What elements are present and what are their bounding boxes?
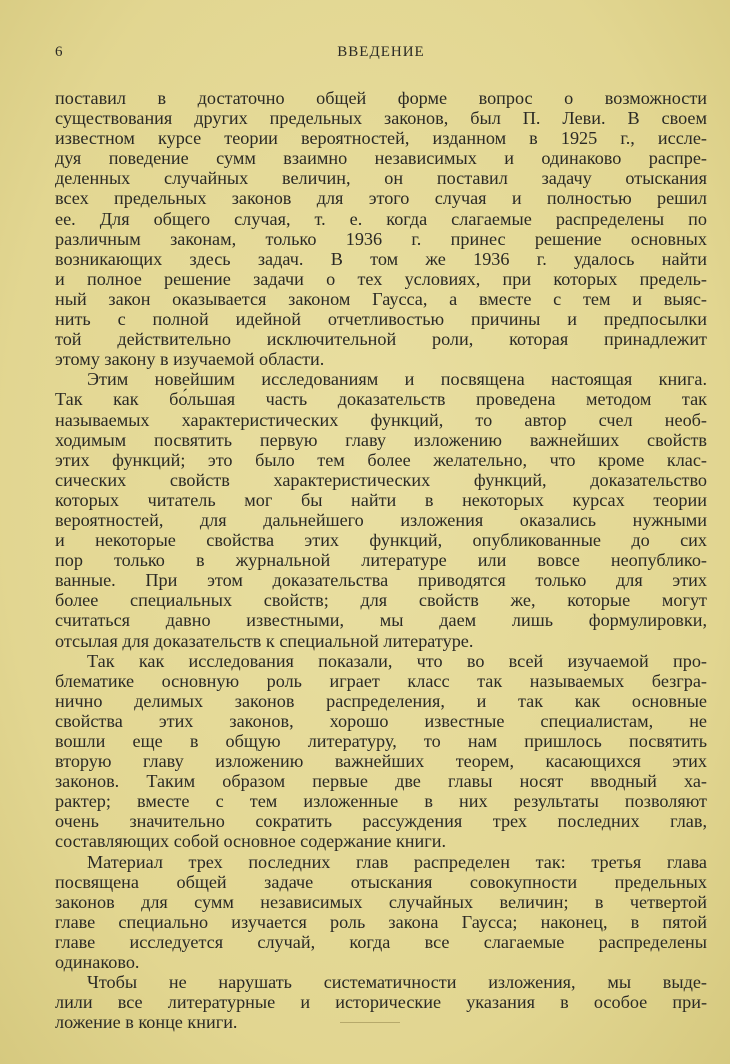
text-line: ее. Для общего случая, т. е. когда слагаемые распределены по — [55, 208, 707, 229]
text-line: Чтобы не нарушать систематичности изложения, мы выде- — [87, 972, 707, 993]
text-line: главе исследуется случай, когда все слагаемые распределены — [55, 931, 707, 952]
text-line: законов. Таким образом первые две главы носят вводный ха- — [55, 771, 707, 792]
text-line: Так как бо́льшая часть доказательств проведена методом так — [55, 389, 707, 410]
text-line: ложение в конце книги. — [55, 1012, 238, 1033]
text-line: нить с полной идейной отчетливостью причины и предпосылки — [55, 309, 707, 330]
text-line: возникающих здесь задач. В том же 1936 г. удалось найти — [55, 248, 707, 269]
text-line: свойства этих законов, хорошо известные специалистам, не — [55, 710, 707, 731]
text-line: Так как исследования показали, что во всей изучаемой про- — [87, 650, 707, 671]
text-line: называемых характеристических функций, то автор счел необ- — [55, 409, 707, 430]
page-body-text — [55, 88, 707, 1032]
text-line: существования других предельных законов, был П. Леви. В своем — [55, 108, 707, 129]
paragraph — [55, 369, 707, 650]
text-line: считаться давно известными, мы даем лишь формулировки, — [55, 610, 707, 631]
running-header — [55, 44, 707, 66]
text-line: вошли еще в общую литературу, то нам пришлось посвятить — [55, 731, 707, 751]
text-line: известном курсе теории вероятностей, изданном в 1925 г., иссле- — [55, 128, 707, 149]
end-rule — [340, 1022, 400, 1023]
text-line: дуя поведение сумм взаимно независимых и одинаково распре- — [55, 148, 707, 169]
running-title: ВВЕДЕНИЕ — [337, 44, 425, 60]
text-line: одинаково. — [55, 952, 140, 973]
text-line: и некоторые свойства этих функций, опубликованные до сих — [55, 530, 707, 551]
text-line: этих функций; это было тем более желательно, что кроме клас- — [55, 449, 707, 470]
text-line: нично делимых законов распределения, и так как основные — [55, 690, 707, 711]
text-line: всех предельных законов для этого случая и полностью решил — [55, 188, 707, 209]
text-line: поставил в достаточно общей форме вопрос о возможности — [55, 88, 707, 108]
text-line: Материал трех последних глав распределен так: третья глава — [87, 851, 707, 872]
text-line: главе специально изучается роль закона Гаусса; наконец, в пятой — [55, 911, 707, 932]
text-line: и полное решение задачи о тех условиях, при которых предель- — [55, 268, 707, 289]
text-line: законов для сумм независимых случайных величин; в четвертой — [55, 891, 707, 912]
text-line: ходимым посвятить первую главу изложению важнейших свойств — [55, 429, 707, 450]
text-line: отсылая для доказательств к специальной литературе. — [55, 630, 474, 651]
text-line: составляющих собой основное содержание книги. — [55, 831, 447, 852]
text-line: пор только в журнальной литературе или вовсе неопублико- — [55, 550, 707, 571]
paragraph — [55, 651, 707, 852]
text-line: вероятностей, для дальнейшего изложения оказались нужными — [55, 509, 707, 530]
text-line: деленных случайных величин, он поставил задачу отыскания — [55, 168, 707, 189]
text-line: сических свойств характеристических функций, доказательство — [55, 469, 707, 490]
text-line: более специальных свойств; для свойств же, которые могут — [55, 590, 707, 611]
paragraph — [55, 88, 707, 369]
text-line: которых читатель мог бы найти в некоторых курсах теории — [55, 489, 707, 510]
text-line: очень значительно сократить рассуждения трех последних глав, — [55, 811, 707, 832]
text-line: лили все литературные и исторические указания в особое при- — [55, 992, 707, 1013]
paragraph — [55, 852, 707, 973]
page-number: 6 — [55, 44, 64, 60]
text-line: ванные. При этом доказательства приводятся только для этих — [55, 570, 707, 591]
paragraph — [55, 972, 707, 1032]
text-line: вторую главу изложению важнейших теорем, касающихся этих — [55, 751, 707, 772]
text-line: той действительно исключительной роли, которая принадлежит — [55, 329, 707, 350]
text-line: этому закону в изучаемой области. — [55, 349, 325, 370]
text-line: блематике основную роль играет класс так называемых безгра- — [55, 670, 707, 691]
text-line: различным законам, только 1936 г. принес решение основных — [55, 228, 707, 249]
text-line: посвящена общей задаче отыскания совокупности предельных — [55, 871, 707, 892]
text-line: рактер; вместе с тем изложенные в них результаты позволяют — [55, 791, 707, 812]
text-line: ный закон оказывается законом Гаусса, а вместе с тем и выяс- — [55, 288, 707, 309]
text-line: Этим новейшим исследованиям и посвящена настоящая книга. — [87, 369, 707, 390]
